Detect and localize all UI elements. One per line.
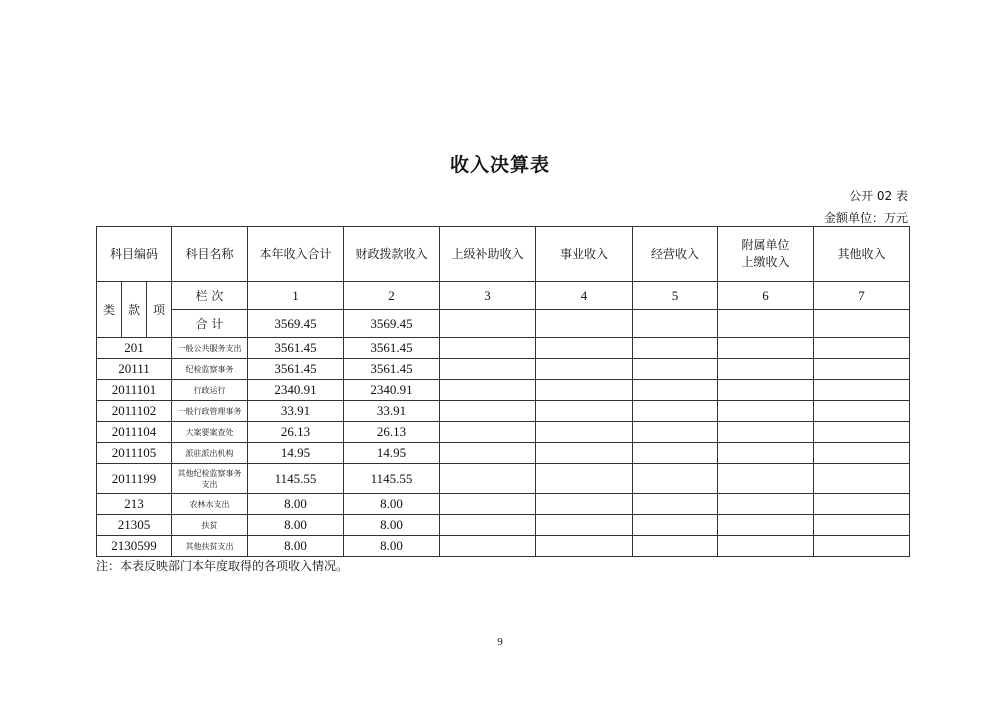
table-row xyxy=(97,464,910,494)
row-name: 行政运行 xyxy=(172,380,248,401)
header-lei: 类 xyxy=(97,282,122,338)
col-number-4: 4 xyxy=(536,282,633,310)
footnote: 注：本表反映部门本年度取得的各项收入情况。 xyxy=(96,559,349,573)
row-name: 大案要案查处 xyxy=(172,422,248,443)
totals-row xyxy=(97,310,910,338)
header-code: 科目编码 xyxy=(97,227,172,282)
row-fiscal: 33.91 xyxy=(344,401,440,422)
table-row xyxy=(97,536,910,557)
header-affiliated xyxy=(718,227,814,282)
form-number: 公开 02 表 xyxy=(849,189,908,203)
row-total: 3561.45 xyxy=(248,359,344,380)
header-other: 其他收入 xyxy=(814,227,910,282)
row-total: 8.00 xyxy=(248,494,344,515)
row-total: 14.95 xyxy=(248,443,344,464)
amount-unit: 金额单位：万元 xyxy=(823,211,908,225)
col-number-6: 6 xyxy=(718,282,814,310)
row-fiscal: 26.13 xyxy=(344,422,440,443)
row-total: 33.91 xyxy=(248,401,344,422)
row-total: 8.00 xyxy=(248,515,344,536)
row-fiscal: 3561.45 xyxy=(344,338,440,359)
header-kuan: 款 xyxy=(122,282,147,338)
row-name: 扶贫 xyxy=(172,515,248,536)
row-code: 2011101 xyxy=(97,380,172,401)
income-table xyxy=(96,226,910,557)
row-code: 213 xyxy=(97,494,172,515)
row-fiscal: 8.00 xyxy=(344,494,440,515)
table-row xyxy=(97,359,910,380)
header-row xyxy=(97,227,910,282)
header-heji: 合 计 xyxy=(172,310,248,338)
row-name-line1: 其他纪检监察事务 xyxy=(177,468,242,478)
row-code: 21305 xyxy=(97,515,172,536)
row-total: 8.00 xyxy=(248,536,344,557)
row-name: 农林水支出 xyxy=(172,494,248,515)
table-row xyxy=(97,422,910,443)
row-code: 2011105 xyxy=(97,443,172,464)
col-number-2: 2 xyxy=(344,282,440,310)
row-code: 2011104 xyxy=(97,422,172,443)
row-name: 一般行政管理事务 xyxy=(172,401,248,422)
header-superior: 上级补助收入 xyxy=(440,227,536,282)
col-number-5: 5 xyxy=(633,282,718,310)
header-total: 本年收入合计 xyxy=(248,227,344,282)
table-row xyxy=(97,380,910,401)
total-fiscal: 3569.45 xyxy=(344,310,440,338)
col-number-3: 3 xyxy=(440,282,536,310)
header-operating: 经营收入 xyxy=(633,227,718,282)
row-total: 2340.91 xyxy=(248,380,344,401)
row-code: 2130599 xyxy=(97,536,172,557)
header-affiliated-line1: 附属单位 xyxy=(741,238,790,252)
table-row xyxy=(97,338,910,359)
column-number-row xyxy=(97,282,910,310)
total-amount: 3569.45 xyxy=(248,310,344,338)
header-lanci: 栏 次 xyxy=(172,282,248,310)
row-fiscal: 8.00 xyxy=(344,515,440,536)
header-fiscal: 财政拨款收入 xyxy=(344,227,440,282)
header-name: 科目名称 xyxy=(172,227,248,282)
row-fiscal: 3561.45 xyxy=(344,359,440,380)
header-xiang: 项 xyxy=(147,282,172,338)
row-total: 26.13 xyxy=(248,422,344,443)
header-affiliated-line2: 上缴收入 xyxy=(741,255,790,269)
row-name: 一般公共服务支出 xyxy=(172,338,248,359)
table-row xyxy=(97,443,910,464)
header-business: 事业收入 xyxy=(536,227,633,282)
page-title: 收入决算表 xyxy=(449,154,550,176)
row-code: 20111 xyxy=(97,359,172,380)
col-number-7: 7 xyxy=(814,282,910,310)
row-fiscal: 8.00 xyxy=(344,536,440,557)
row-name: 其他扶贫支出 xyxy=(172,536,248,557)
row-code: 201 xyxy=(97,338,172,359)
row-total: 1145.55 xyxy=(248,464,344,494)
row-name: 派驻派出机构 xyxy=(172,443,248,464)
table-row xyxy=(97,401,910,422)
page-number: 9 xyxy=(497,636,503,648)
row-name: 纪检监察事务 xyxy=(172,359,248,380)
row-code: 2011102 xyxy=(97,401,172,422)
row-fiscal: 2340.91 xyxy=(344,380,440,401)
row-name xyxy=(172,464,248,494)
row-total: 3561.45 xyxy=(248,338,344,359)
row-fiscal: 1145.55 xyxy=(344,464,440,494)
row-fiscal: 14.95 xyxy=(344,443,440,464)
row-code: 2011199 xyxy=(97,464,172,494)
row-name-line2: 支出 xyxy=(201,479,218,489)
table-row xyxy=(97,494,910,515)
table-row xyxy=(97,515,910,536)
col-number-1: 1 xyxy=(248,282,344,310)
